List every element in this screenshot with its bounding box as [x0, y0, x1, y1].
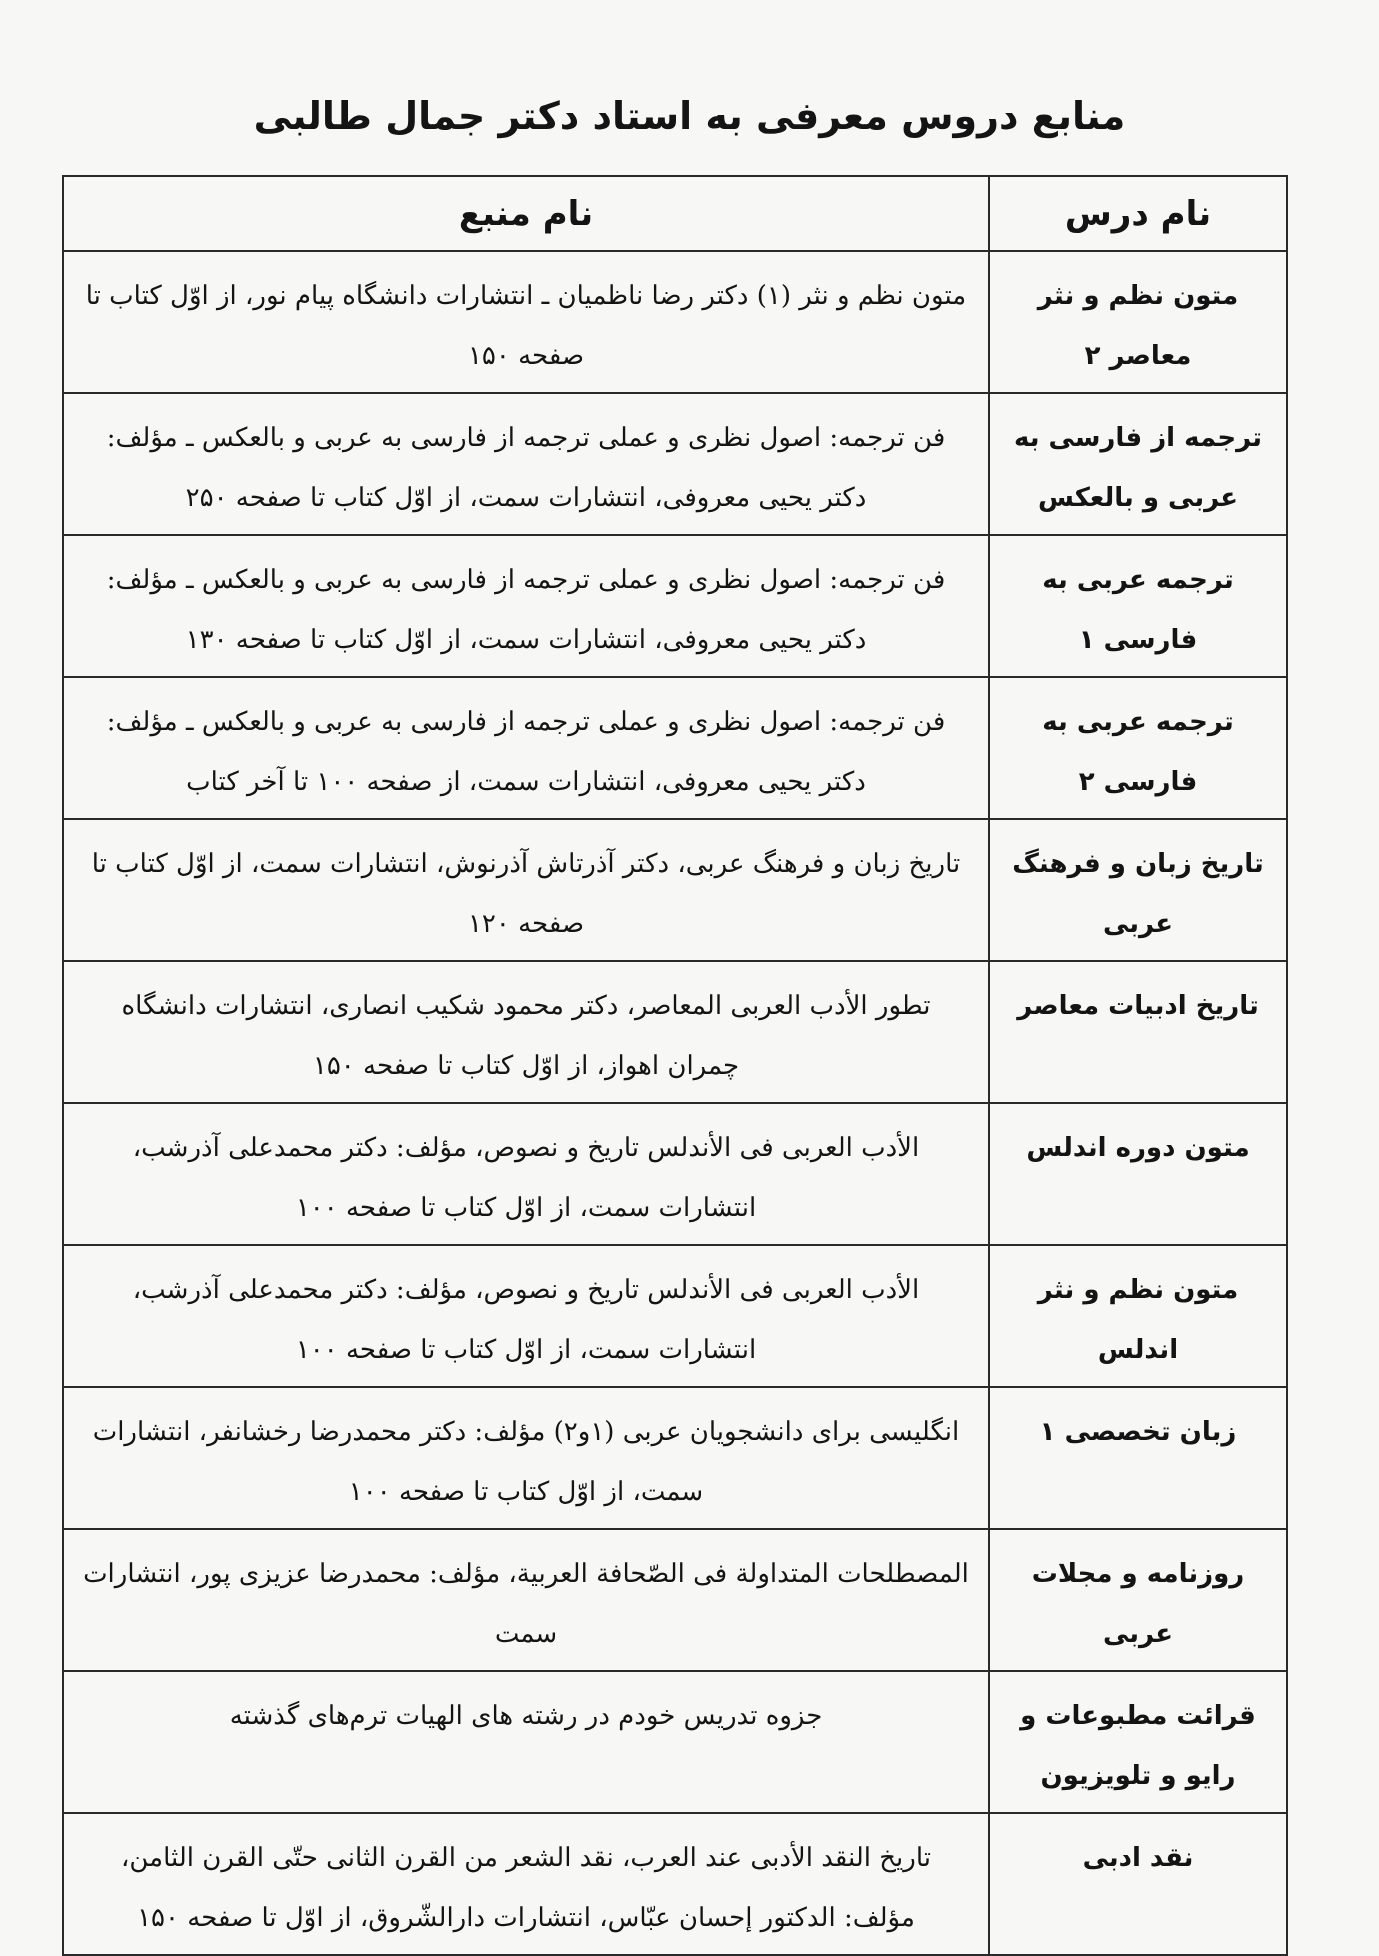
- course-name: متون دوره اندلس: [989, 1103, 1287, 1245]
- table-row: [63, 677, 1287, 819]
- course-name: ترجمه عربی به فارسی ۲: [989, 677, 1287, 819]
- table-row: [63, 1245, 1287, 1387]
- page-title: منابع دروس معرفی به استاد دکتر جمال طالبی: [253, 94, 1126, 138]
- source-name: المصطلحات المتداولة فی الصّحافة العربیة، مؤلف: محمدرضا عزیزی پور، انتشارات سمت: [63, 1529, 989, 1671]
- table-row: [63, 819, 1287, 961]
- source-name: فن ترجمه: اصول نظری و عملی ترجمه از فارسی به عربی و بالعکس ـ مؤلف: دکتر یحیی معروفی، انتشارات سمت، از اوّل کتاب تا صفحه ۱۳۰: [63, 535, 989, 677]
- course-name: زبان تخصصی ۱: [989, 1387, 1287, 1529]
- course-name: نقد ادبی: [989, 1813, 1287, 1955]
- header-course-name: نام درس: [989, 176, 1287, 251]
- table-row: [63, 1103, 1287, 1245]
- table-row: [63, 1671, 1287, 1813]
- table-row: [63, 961, 1287, 1103]
- source-name: تاریخ زبان و فرهنگ عربی، دکتر آذرتاش آذرنوش، انتشارات سمت، از اوّل کتاب تا صفحه ۱۲۰: [63, 819, 989, 961]
- source-name: تاریخ النقد الأدبی عند العرب، نقد الشعر من القرن الثانی حتّی القرن الثامن، مؤلف: الدکتور إحسان عبّاس، انتشارات دارالشّروق، از اوّل تا صفحه ۱۵۰: [63, 1813, 989, 1955]
- source-name: متون نظم و نثر (۱) دکتر رضا ناظمیان ـ انتشارات دانشگاه پیام نور، از اوّل کتاب تا صفحه ۱۵۰: [63, 251, 989, 393]
- source-name: الأدب العربی فی الأندلس تاریخ و نصوص، مؤلف: دکتر محمدعلی آذرشب، انتشارات سمت، از اوّل کتاب تا صفحه ۱۰۰: [63, 1245, 989, 1387]
- table-header-row: [63, 176, 1287, 251]
- table-row: [63, 1813, 1287, 1955]
- table-row: [63, 393, 1287, 535]
- sources-table: [62, 175, 1288, 1956]
- source-name: فن ترجمه: اصول نظری و عملی ترجمه از فارسی به عربی و بالعکس ـ مؤلف: دکتر یحیی معروفی، انتشارات سمت، از صفحه ۱۰۰ تا آخر کتاب: [63, 677, 989, 819]
- course-name: تاریخ ادبیات معاصر: [989, 961, 1287, 1103]
- table-row: [63, 535, 1287, 677]
- table-row: [63, 251, 1287, 393]
- course-name: ترجمه از فارسی به عربی و بالعکس: [989, 393, 1287, 535]
- table-row: [63, 1387, 1287, 1529]
- table-row: [63, 1529, 1287, 1671]
- source-name: الأدب العربی فی الأندلس تاریخ و نصوص، مؤلف: دکتر محمدعلی آذرشب، انتشارات سمت، از اوّل کتاب تا صفحه ۱۰۰: [63, 1103, 989, 1245]
- course-name: متون نظم و نثر اندلس: [989, 1245, 1287, 1387]
- header-source-name: نام منبع: [63, 176, 989, 251]
- course-name: تاریخ زبان و فرهنگ عربی: [989, 819, 1287, 961]
- source-name: انگلیسی برای دانشجویان عربی (۱و۲) مؤلف: دکتر محمدرضا رخشانفر، انتشارات سمت، از اوّل کتاب تا صفحه ۱۰۰: [63, 1387, 989, 1529]
- course-name: قرائت مطبوعات و رایو و تلویزیون: [989, 1671, 1287, 1813]
- course-name: روزنامه و مجلات عربی: [989, 1529, 1287, 1671]
- source-name: فن ترجمه: اصول نظری و عملی ترجمه از فارسی به عربی و بالعکس ـ مؤلف: دکتر یحیی معروفی، انتشارات سمت، از اوّل کتاب تا صفحه ۲۵۰: [63, 393, 989, 535]
- course-name: ترجمه عربی به فارسی ۱: [989, 535, 1287, 677]
- source-name: تطور الأدب العربی المعاصر، دکتر محمود شکیب انصاری، انتشارات دانشگاه چمران اهواز، از اوّل کتاب تا صفحه ۱۵۰: [63, 961, 989, 1103]
- source-name: جزوه تدریس خودم در رشته های الهیات ترم‌های گذشته: [63, 1671, 989, 1813]
- course-name: متون نظم و نثر معاصر ۲: [989, 251, 1287, 393]
